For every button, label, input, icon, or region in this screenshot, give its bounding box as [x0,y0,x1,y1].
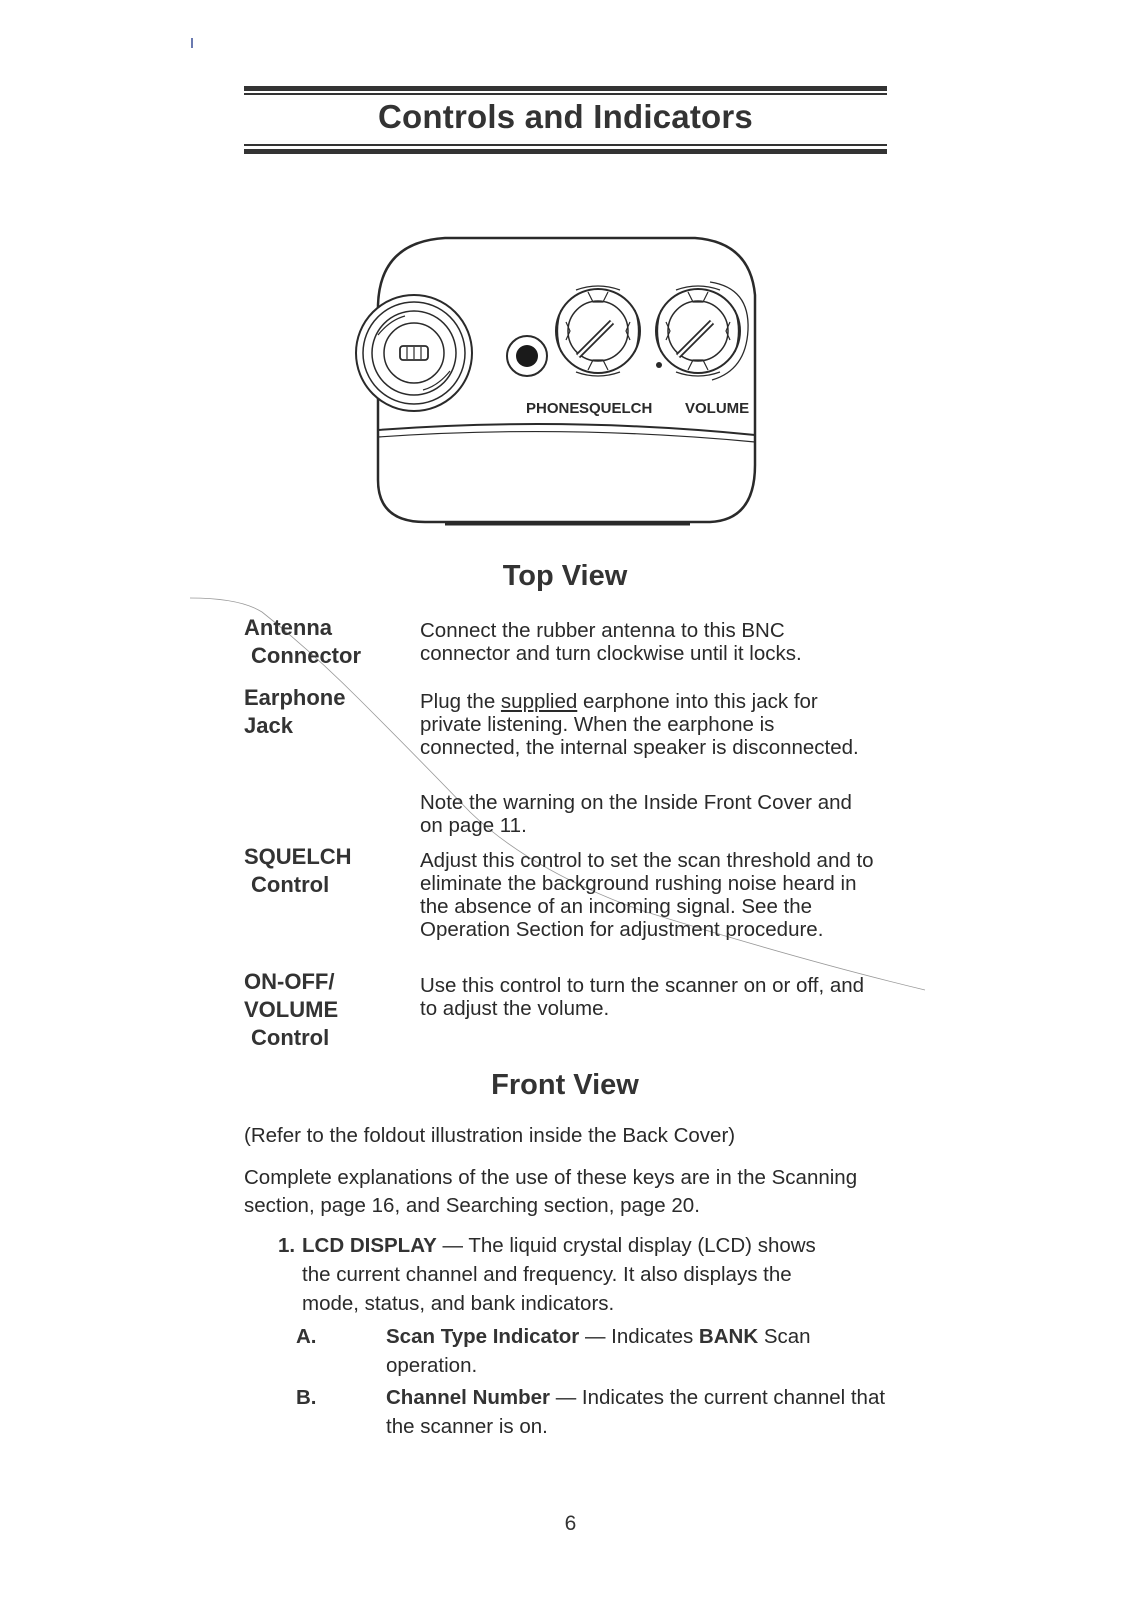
subitem-a-text-before: — Indicates [579,1325,699,1348]
term-antenna-connector [244,614,361,670]
desc-earphone-note: Note the warning on the Inside Front Cover and on page 11. [420,791,852,837]
page-title: Controls and Indicators [378,98,753,135]
term-volume-line2: VOLUME [244,997,339,1022]
subitem-b [386,1383,906,1441]
term-squelch-line2: Control [251,872,330,897]
front-view-complete: Complete explanations of the use of these keys are in the Scanning section, page 16, and Searching section, page 20. [244,1166,858,1217]
top-view-heading: Top View [502,560,628,592]
phone-label: PHONE [526,400,580,417]
term-volume-line1: ON-OFF/ [244,969,335,994]
subitem-b-text: — Indicates the current channel that the scanner is on. [386,1386,886,1438]
subitem-a-text-after: Scan operation. [386,1325,811,1377]
term-antenna-line2: Connector [251,643,361,668]
item-1-label: LCD DISPLAY [302,1234,437,1257]
term-earphone-jack [244,684,345,740]
term-earphone-line2: Jack [244,713,293,738]
front-view-refer: (Refer to the foldout illustration inside the Back Cover) [244,1124,736,1147]
term-volume-line3: Control [251,1025,330,1050]
desc-earphone-after: earphone into this jack for private listening. When the earphone is connected, the internal speaker is disconnected. [420,690,859,759]
subitem-a [386,1322,886,1380]
item-1-number [278,1231,295,1260]
desc-antenna-connector: Connect the rubber antenna to this BNC connector and turn clockwise until it locks. [420,619,802,665]
subitem-b-label: Channel Number [386,1386,551,1409]
subitem-a-label: Scan Type Indicator [386,1325,580,1348]
desc-squelch-control: Adjust this control to set the scan threshold and to eliminate the background rushing noise heard in the absence of an incoming signal. See the Operation Section for adjustment procedure. [420,849,874,941]
term-earphone-line1: Earphone [244,685,346,710]
term-antenna-line1: Antenna [244,615,332,640]
item-1-text: — The liquid crystal display (LCD) shows the current channel and frequency. It also displays the mode, status, and bank indicators. [302,1234,816,1315]
subitem-a-letter: A. [296,1325,317,1348]
desc-earphone-underlined: supplied [500,690,578,713]
subitem-b-letter: B. [296,1386,317,1409]
term-squelch-control [244,843,352,899]
front-view-heading: Front View [491,1069,639,1101]
volume-label: VOLUME [685,400,750,417]
desc-volume-control: Use this control to turn the scanner on or off, and to adjust the volume. [420,974,865,1020]
desc-earphone-jack [420,690,880,759]
term-squelch-line1: SQUELCH [244,844,352,869]
subitem-a-bold-word: BANK [698,1325,759,1348]
item-1-number-text: 1. [278,1234,296,1257]
term-volume-control [244,968,338,1052]
item-1-lcd-display [302,1231,822,1318]
squelch-label: SQUELCH [579,400,653,417]
desc-earphone-before: Plug the [420,690,501,713]
page-number: 6 [564,1512,577,1535]
